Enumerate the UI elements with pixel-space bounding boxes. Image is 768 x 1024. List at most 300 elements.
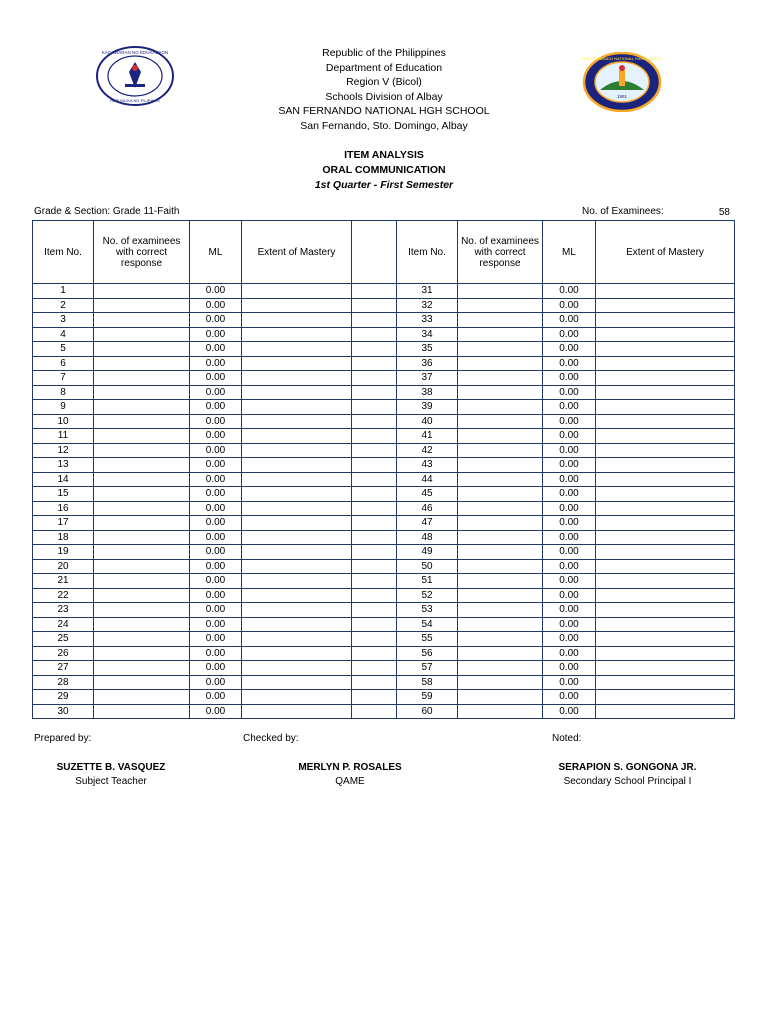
item-no-cell: 56 bbox=[397, 646, 458, 661]
ml-cell: 0.00 bbox=[543, 429, 596, 444]
extent-mastery-cell bbox=[242, 472, 352, 487]
item-no-cell: 27 bbox=[33, 661, 94, 676]
examinees-label: No. of Examinees: bbox=[582, 206, 664, 217]
ml-cell: 0.00 bbox=[543, 530, 596, 545]
ml-cell: 0.00 bbox=[190, 458, 242, 473]
ml-cell: 0.00 bbox=[190, 472, 242, 487]
item-no-cell: 5 bbox=[33, 342, 94, 357]
spacer-cell bbox=[352, 588, 397, 603]
examinees-correct-cell bbox=[94, 429, 190, 444]
extent-mastery-cell bbox=[242, 675, 352, 690]
table-row bbox=[33, 356, 735, 371]
spacer-cell bbox=[352, 284, 397, 299]
extent-mastery-cell bbox=[242, 327, 352, 342]
extent-mastery-cell bbox=[242, 487, 352, 502]
item-no-cell: 23 bbox=[33, 603, 94, 618]
item-no-cell: 44 bbox=[397, 472, 458, 487]
ml-cell: 0.00 bbox=[190, 429, 242, 444]
ml-cell: 0.00 bbox=[190, 443, 242, 458]
ml-cell: 0.00 bbox=[543, 588, 596, 603]
examinees-correct-cell bbox=[94, 632, 190, 647]
examinees-correct-cell bbox=[94, 487, 190, 502]
col-item-no: Item No. bbox=[33, 221, 94, 284]
item-no-cell: 46 bbox=[397, 501, 458, 516]
examinees-correct-cell bbox=[94, 458, 190, 473]
period-subtitle: 1st Quarter - First Semester bbox=[314, 179, 454, 191]
examinees-correct-cell bbox=[458, 545, 543, 560]
item-no-cell: 40 bbox=[397, 414, 458, 429]
extent-mastery-cell bbox=[596, 429, 735, 444]
item-no-cell: 18 bbox=[33, 530, 94, 545]
examinees-correct-cell bbox=[94, 356, 190, 371]
examinees-correct-cell bbox=[94, 400, 190, 415]
table-row bbox=[33, 559, 735, 574]
extent-mastery-cell bbox=[596, 458, 735, 473]
examinees-correct-cell bbox=[458, 284, 543, 299]
table-row bbox=[33, 284, 735, 299]
examinees-correct-cell bbox=[458, 530, 543, 545]
spacer-cell bbox=[352, 414, 397, 429]
examinees-correct-cell bbox=[458, 298, 543, 313]
table-row bbox=[33, 690, 735, 705]
extent-mastery-cell bbox=[596, 356, 735, 371]
item-no-cell: 26 bbox=[33, 646, 94, 661]
extent-mastery-cell bbox=[242, 356, 352, 371]
examinees-correct-cell bbox=[94, 472, 190, 487]
extent-mastery-cell bbox=[596, 284, 735, 299]
item-no-cell: 22 bbox=[33, 588, 94, 603]
extent-mastery-cell bbox=[242, 559, 352, 574]
extent-mastery-cell bbox=[596, 400, 735, 415]
table-row bbox=[33, 313, 735, 328]
ml-cell: 0.00 bbox=[543, 298, 596, 313]
col-spacer bbox=[352, 221, 397, 284]
ml-cell: 0.00 bbox=[543, 443, 596, 458]
extent-mastery-cell bbox=[596, 487, 735, 502]
extent-mastery-cell bbox=[242, 342, 352, 357]
col-item-no-right: Item No. bbox=[397, 221, 458, 284]
ml-cell: 0.00 bbox=[190, 298, 242, 313]
examinees-correct-cell bbox=[94, 559, 190, 574]
table-row bbox=[33, 530, 735, 545]
spacer-cell bbox=[352, 342, 397, 357]
examinees-correct-cell bbox=[458, 313, 543, 328]
extent-mastery-cell bbox=[596, 501, 735, 516]
item-no-cell: 11 bbox=[33, 429, 94, 444]
ml-cell: 0.00 bbox=[190, 603, 242, 618]
spacer-cell bbox=[352, 545, 397, 560]
examinees-correct-cell bbox=[458, 443, 543, 458]
item-no-cell: 24 bbox=[33, 617, 94, 632]
ml-cell: 0.00 bbox=[190, 516, 242, 531]
item-no-cell: 32 bbox=[397, 298, 458, 313]
table-row bbox=[33, 298, 735, 313]
examinees-correct-cell bbox=[94, 675, 190, 690]
extent-mastery-cell bbox=[242, 501, 352, 516]
extent-mastery-cell bbox=[596, 646, 735, 661]
extent-mastery-cell bbox=[596, 443, 735, 458]
spacer-cell bbox=[352, 501, 397, 516]
ml-cell: 0.00 bbox=[190, 327, 242, 342]
item-no-cell: 9 bbox=[33, 400, 94, 415]
spacer-cell bbox=[352, 632, 397, 647]
extent-mastery-cell bbox=[596, 530, 735, 545]
ml-cell: 0.00 bbox=[190, 646, 242, 661]
examinees-correct-cell bbox=[458, 516, 543, 531]
extent-mastery-cell bbox=[596, 632, 735, 647]
extent-mastery-cell bbox=[242, 284, 352, 299]
extent-mastery-cell bbox=[242, 400, 352, 415]
ml-cell: 0.00 bbox=[190, 501, 242, 516]
item-no-cell: 38 bbox=[397, 385, 458, 400]
item-no-cell: 34 bbox=[397, 327, 458, 342]
subject-title: ORAL COMMUNICATION bbox=[322, 164, 446, 176]
item-no-cell: 14 bbox=[33, 472, 94, 487]
table-row bbox=[33, 458, 735, 473]
ml-cell: 0.00 bbox=[543, 690, 596, 705]
extent-mastery-cell bbox=[596, 574, 735, 589]
examinees-correct-cell bbox=[458, 371, 543, 386]
examinees-correct-cell bbox=[94, 327, 190, 342]
ml-cell: 0.00 bbox=[190, 588, 242, 603]
examinees-correct-cell bbox=[458, 559, 543, 574]
ml-cell: 0.00 bbox=[190, 675, 242, 690]
examinees-correct-cell bbox=[94, 574, 190, 589]
extent-mastery-cell bbox=[596, 472, 735, 487]
spacer-cell bbox=[352, 400, 397, 415]
table-row bbox=[33, 342, 735, 357]
item-no-cell: 48 bbox=[397, 530, 458, 545]
header-line-republic: Republic of the Philippines bbox=[322, 47, 446, 59]
extent-mastery-cell bbox=[242, 574, 352, 589]
examinees-correct-cell bbox=[94, 284, 190, 299]
ml-cell: 0.00 bbox=[543, 385, 596, 400]
table-row bbox=[33, 675, 735, 690]
checked-by-role: QAME bbox=[335, 776, 365, 787]
item-no-cell: 19 bbox=[33, 545, 94, 560]
ml-cell: 0.00 bbox=[543, 661, 596, 676]
spacer-cell bbox=[352, 458, 397, 473]
svg-text:SAN FERNANDO NATIONAL HIGH SCH: SAN FERNANDO NATIONAL HIGH SCHOOL bbox=[582, 56, 662, 61]
ml-cell: 0.00 bbox=[543, 516, 596, 531]
item-no-cell: 43 bbox=[397, 458, 458, 473]
extent-mastery-cell bbox=[242, 313, 352, 328]
extent-mastery-cell bbox=[596, 385, 735, 400]
ml-cell: 0.00 bbox=[543, 472, 596, 487]
table-row bbox=[33, 704, 735, 719]
ml-cell: 0.00 bbox=[190, 530, 242, 545]
extent-mastery-cell bbox=[596, 545, 735, 560]
examinees-correct-cell bbox=[94, 443, 190, 458]
examinees-correct-cell bbox=[458, 632, 543, 647]
ml-cell: 0.00 bbox=[543, 632, 596, 647]
spacer-cell bbox=[352, 385, 397, 400]
item-no-cell: 12 bbox=[33, 443, 94, 458]
item-no-cell: 49 bbox=[397, 545, 458, 560]
item-no-cell: 53 bbox=[397, 603, 458, 618]
ml-cell: 0.00 bbox=[543, 458, 596, 473]
examinees-correct-cell bbox=[458, 356, 543, 371]
item-no-cell: 8 bbox=[33, 385, 94, 400]
item-no-cell: 39 bbox=[397, 400, 458, 415]
examinees-correct-cell bbox=[458, 385, 543, 400]
header-line-department: Department of Education bbox=[325, 61, 443, 74]
examinees-correct-cell bbox=[94, 385, 190, 400]
ml-cell: 0.00 bbox=[543, 313, 596, 328]
prepared-by-role: Subject Teacher bbox=[75, 776, 147, 787]
examinees-correct-cell bbox=[458, 414, 543, 429]
item-no-cell: 3 bbox=[33, 313, 94, 328]
examinees-correct-cell bbox=[458, 661, 543, 676]
spacer-cell bbox=[352, 472, 397, 487]
ml-cell: 0.00 bbox=[190, 704, 242, 719]
extent-mastery-cell bbox=[242, 371, 352, 386]
table-row bbox=[33, 574, 735, 589]
grade-section-label: Grade & Section: Grade 11-Faith bbox=[34, 206, 180, 217]
ml-cell: 0.00 bbox=[190, 545, 242, 560]
ml-cell: 0.00 bbox=[190, 400, 242, 415]
examinees-correct-cell bbox=[94, 516, 190, 531]
checked-by-label: Checked by: bbox=[243, 733, 299, 744]
extent-mastery-cell bbox=[596, 603, 735, 618]
ml-cell: 0.00 bbox=[543, 545, 596, 560]
examinees-correct-cell bbox=[458, 574, 543, 589]
extent-mastery-cell bbox=[242, 646, 352, 661]
ml-cell: 0.00 bbox=[190, 371, 242, 386]
page-title: ITEM ANALYSIS bbox=[344, 149, 424, 161]
checked-by-name: MERLYN P. ROSALES bbox=[298, 762, 402, 773]
spacer-cell bbox=[352, 371, 397, 386]
table-row bbox=[33, 646, 735, 661]
item-no-cell: 37 bbox=[397, 371, 458, 386]
item-no-cell: 36 bbox=[397, 356, 458, 371]
examinees-correct-cell bbox=[458, 400, 543, 415]
item-no-cell: 58 bbox=[397, 675, 458, 690]
item-no-cell: 31 bbox=[397, 284, 458, 299]
prepared-by-label: Prepared by: bbox=[34, 733, 92, 744]
item-no-cell: 35 bbox=[397, 342, 458, 357]
table-row bbox=[33, 371, 735, 386]
examinees-correct-cell bbox=[458, 690, 543, 705]
item-no-cell: 59 bbox=[397, 690, 458, 705]
ml-cell: 0.00 bbox=[543, 356, 596, 371]
examinees-correct-cell bbox=[458, 458, 543, 473]
spacer-cell bbox=[352, 443, 397, 458]
table-row bbox=[33, 414, 735, 429]
table-row bbox=[33, 516, 735, 531]
extent-mastery-cell bbox=[242, 704, 352, 719]
ml-cell: 0.00 bbox=[543, 704, 596, 719]
examinees-correct-cell bbox=[458, 675, 543, 690]
item-no-cell: 54 bbox=[397, 617, 458, 632]
table-row bbox=[33, 603, 735, 618]
examinees-correct-cell bbox=[458, 704, 543, 719]
col-examinees-correct: No. of examinees with correct response bbox=[94, 221, 190, 284]
spacer-cell bbox=[352, 617, 397, 632]
table-row bbox=[33, 487, 735, 502]
spacer-cell bbox=[352, 429, 397, 444]
table-row bbox=[33, 545, 735, 560]
item-no-cell: 51 bbox=[397, 574, 458, 589]
item-no-cell: 41 bbox=[397, 429, 458, 444]
examinees-correct-cell bbox=[94, 313, 190, 328]
spacer-cell bbox=[352, 327, 397, 342]
table-row bbox=[33, 327, 735, 342]
ml-cell: 0.00 bbox=[543, 414, 596, 429]
ml-cell: 0.00 bbox=[543, 487, 596, 502]
examinees-correct-cell bbox=[94, 646, 190, 661]
examinees-correct-cell bbox=[458, 617, 543, 632]
extent-mastery-cell bbox=[242, 530, 352, 545]
col-extent-mastery: Extent of Mastery bbox=[242, 221, 352, 284]
spacer-cell bbox=[352, 559, 397, 574]
extent-mastery-cell bbox=[596, 559, 735, 574]
table-row bbox=[33, 400, 735, 415]
item-no-cell: 21 bbox=[33, 574, 94, 589]
extent-mastery-cell bbox=[596, 675, 735, 690]
examinees-correct-cell bbox=[458, 429, 543, 444]
ml-cell: 0.00 bbox=[190, 574, 242, 589]
extent-mastery-cell bbox=[596, 516, 735, 531]
examinees-correct-cell bbox=[94, 704, 190, 719]
ml-cell: 0.00 bbox=[543, 617, 596, 632]
spacer-cell bbox=[352, 298, 397, 313]
ml-cell: 0.00 bbox=[543, 342, 596, 357]
spacer-cell bbox=[352, 690, 397, 705]
ml-cell: 0.00 bbox=[543, 501, 596, 516]
table-header-row bbox=[33, 221, 735, 284]
item-no-cell: 6 bbox=[33, 356, 94, 371]
spacer-cell bbox=[352, 646, 397, 661]
extent-mastery-cell bbox=[242, 690, 352, 705]
svg-text:KAGAWARAN NG EDUKASYON: KAGAWARAN NG EDUKASYON bbox=[101, 50, 169, 55]
item-no-cell: 57 bbox=[397, 661, 458, 676]
item-no-cell: 28 bbox=[33, 675, 94, 690]
extent-mastery-cell bbox=[596, 661, 735, 676]
item-no-cell: 13 bbox=[33, 458, 94, 473]
ml-cell: 0.00 bbox=[543, 284, 596, 299]
table-row bbox=[33, 472, 735, 487]
ml-cell: 0.00 bbox=[543, 603, 596, 618]
table-row bbox=[33, 632, 735, 647]
extent-mastery-cell bbox=[242, 545, 352, 560]
examinees-correct-cell bbox=[458, 327, 543, 342]
ml-cell: 0.00 bbox=[543, 675, 596, 690]
extent-mastery-cell bbox=[596, 588, 735, 603]
ml-cell: 0.00 bbox=[543, 646, 596, 661]
table-row bbox=[33, 385, 735, 400]
examinees-correct-cell bbox=[94, 530, 190, 545]
table-row bbox=[33, 429, 735, 444]
item-no-cell: 52 bbox=[397, 588, 458, 603]
extent-mastery-cell bbox=[596, 327, 735, 342]
col-ml: ML bbox=[190, 221, 242, 284]
item-no-cell: 42 bbox=[397, 443, 458, 458]
extent-mastery-cell bbox=[596, 313, 735, 328]
examinees-value: 58 bbox=[718, 207, 730, 218]
extent-mastery-cell bbox=[596, 617, 735, 632]
examinees-correct-cell bbox=[458, 588, 543, 603]
ml-cell: 0.00 bbox=[190, 414, 242, 429]
item-no-cell: 17 bbox=[33, 516, 94, 531]
item-no-cell: 25 bbox=[33, 632, 94, 647]
ml-cell: 0.00 bbox=[190, 284, 242, 299]
item-no-cell: 1 bbox=[33, 284, 94, 299]
examinees-correct-cell bbox=[94, 603, 190, 618]
extent-mastery-cell bbox=[242, 385, 352, 400]
extent-mastery-cell bbox=[242, 516, 352, 531]
ml-cell: 0.00 bbox=[190, 385, 242, 400]
spacer-cell bbox=[352, 603, 397, 618]
table-row bbox=[33, 501, 735, 516]
extent-mastery-cell bbox=[596, 371, 735, 386]
extent-mastery-cell bbox=[596, 690, 735, 705]
col-ml-right: ML bbox=[543, 221, 596, 284]
item-analysis-table bbox=[32, 220, 735, 719]
extent-mastery-cell bbox=[242, 603, 352, 618]
examinees-correct-cell bbox=[94, 690, 190, 705]
extent-mastery-cell bbox=[596, 298, 735, 313]
ml-cell: 0.00 bbox=[190, 342, 242, 357]
spacer-cell bbox=[352, 356, 397, 371]
item-no-cell: 2 bbox=[33, 298, 94, 313]
extent-mastery-cell bbox=[242, 443, 352, 458]
item-no-cell: 16 bbox=[33, 501, 94, 516]
spacer-cell bbox=[352, 487, 397, 502]
extent-mastery-cell bbox=[596, 342, 735, 357]
examinees-correct-cell bbox=[94, 617, 190, 632]
item-no-cell: 47 bbox=[397, 516, 458, 531]
ml-cell: 0.00 bbox=[190, 313, 242, 328]
spacer-cell bbox=[352, 530, 397, 545]
item-no-cell: 10 bbox=[33, 414, 94, 429]
item-no-cell: 20 bbox=[33, 559, 94, 574]
item-no-cell: 50 bbox=[397, 559, 458, 574]
ml-cell: 0.00 bbox=[190, 356, 242, 371]
table-row bbox=[33, 617, 735, 632]
examinees-correct-cell bbox=[94, 661, 190, 676]
noted-label: Noted: bbox=[552, 733, 582, 744]
examinees-correct-cell bbox=[458, 501, 543, 516]
examinees-correct-cell bbox=[94, 588, 190, 603]
header-line-school: SAN FERNANDO NATIONAL HGH SCHOOL bbox=[278, 105, 490, 117]
ml-cell: 0.00 bbox=[543, 371, 596, 386]
prepared-by-name: SUZETTE B. VASQUEZ bbox=[56, 762, 166, 773]
extent-mastery-cell bbox=[242, 617, 352, 632]
item-no-cell: 45 bbox=[397, 487, 458, 502]
header-line-region: Region V (Bicol) bbox=[346, 76, 422, 88]
svg-text:1991: 1991 bbox=[616, 94, 628, 99]
extent-mastery-cell bbox=[242, 632, 352, 647]
ml-cell: 0.00 bbox=[543, 559, 596, 574]
examinees-correct-cell bbox=[458, 646, 543, 661]
ml-cell: 0.00 bbox=[190, 487, 242, 502]
extent-mastery-cell bbox=[242, 298, 352, 313]
ml-cell: 0.00 bbox=[190, 617, 242, 632]
examinees-correct-cell bbox=[94, 298, 190, 313]
ml-cell: 0.00 bbox=[543, 400, 596, 415]
extent-mastery-cell bbox=[242, 414, 352, 429]
col-extent-mastery-right: Extent of Mastery bbox=[596, 221, 735, 284]
item-no-cell: 30 bbox=[33, 704, 94, 719]
item-no-cell: 4 bbox=[33, 327, 94, 342]
header-line-division: Schools Division of Albay bbox=[325, 90, 443, 103]
examinees-correct-cell bbox=[458, 472, 543, 487]
examinees-correct-cell bbox=[94, 545, 190, 560]
svg-text:REPUBLIKA NG PILIPINAS: REPUBLIKA NG PILIPINAS bbox=[110, 98, 160, 103]
extent-mastery-cell bbox=[242, 661, 352, 676]
examinees-correct-cell bbox=[94, 414, 190, 429]
